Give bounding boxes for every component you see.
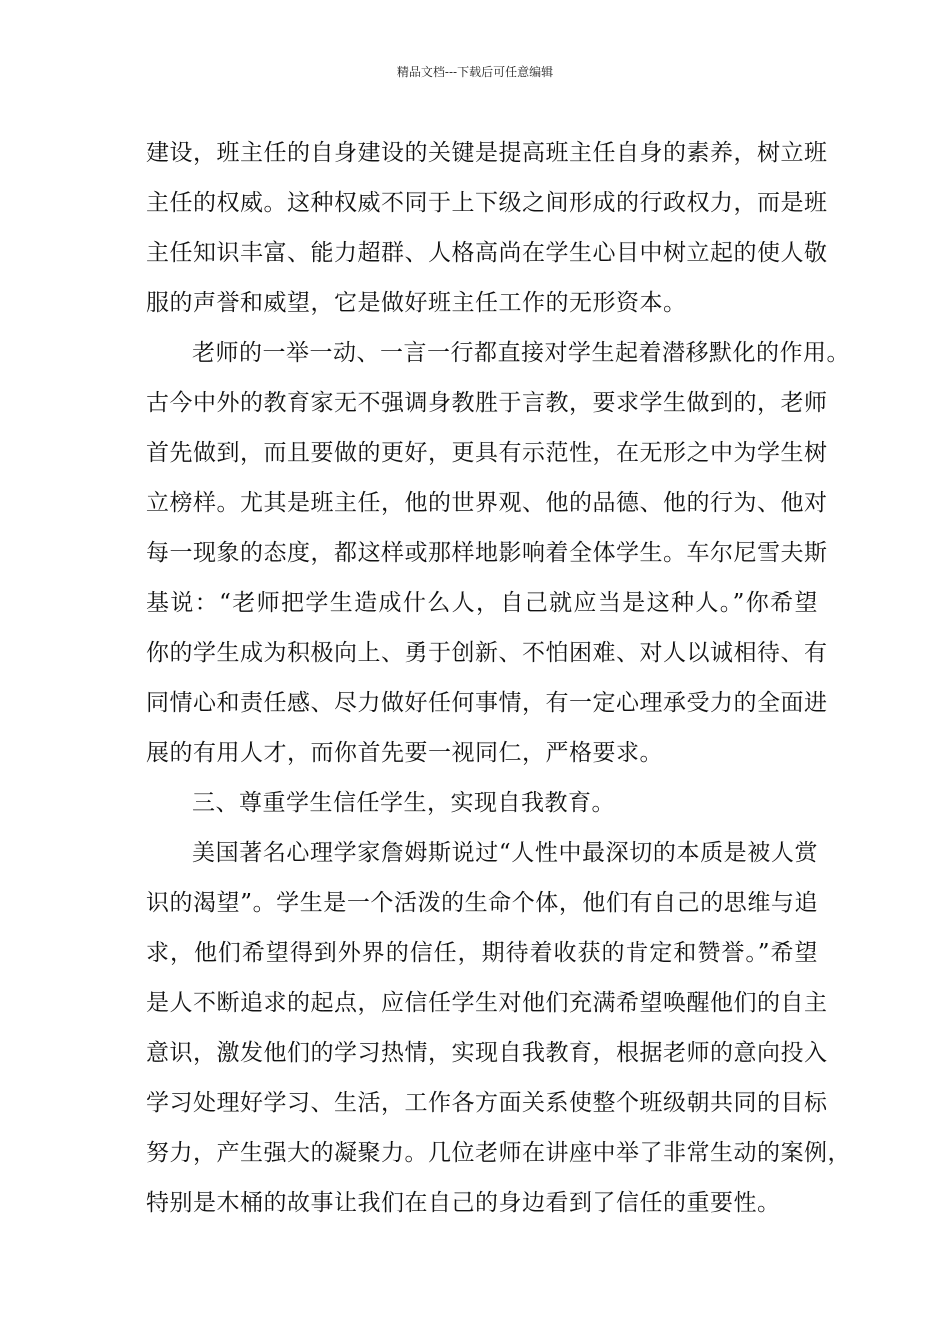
text-line: 你的学生成为积极向上、勇于创新、不怕困难、对人以诚相待、有 [146, 640, 828, 666]
paragraph [146, 328, 850, 778]
text-line: 古今中外的教育家无不强调身教胜于言教，要求学生做到的，老师 [146, 390, 828, 416]
text-line: 求，他们希望得到外界的信任，期待着收获的肯定和赞誉。”希望 [146, 940, 818, 966]
paragraph [146, 128, 828, 328]
text-line: 基说：“老师把学生造成什么人，自己就应当是这种人。”你希望 [146, 590, 818, 616]
text-line: 是人不断追求的起点，应信任学生对他们充满希望唤醒他们的自主 [146, 990, 828, 1016]
text-line: 每一现象的态度，都这样或那样地影响着全体学生。车尔尼雪夫斯 [146, 540, 828, 566]
text-line: 三、尊重学生信任学生，实现自我教育。 [192, 790, 615, 816]
text-line: 意识，激发他们的学习热情，实现自我教育，根据老师的意向投入 [146, 1040, 828, 1066]
text-line: 同情心和责任感、尽力做好任何事情，有一定心理承受力的全面进 [146, 690, 828, 716]
text-line: 老师的一举一动、一言一行都直接对学生起着潜移默化的作用。 [192, 340, 850, 366]
page-header: 精品文档---下载后可任意编辑 [396, 65, 554, 79]
text-line: 主任的权威。这种权威不同于上下级之间形成的行政权力，而是班 [146, 190, 828, 216]
text-line: 展的有用人才，而你首先要一视同仁，严格要求。 [146, 740, 663, 766]
document-body [146, 128, 851, 1228]
text-line: 服的声誉和威望，它是做好班主任工作的无形资本。 [146, 290, 687, 316]
text-line: 首先做到，而且要做的更好，更具有示范性，在无形之中为学生树 [146, 440, 828, 466]
text-line: 主任知识丰富、能力超群、人格高尚在学生心目中树立起的使人敬 [146, 240, 828, 266]
text-line: 建设，班主任的自身建设的关键是提高班主任自身的素养，树立班 [146, 140, 828, 166]
text-line: 立榜样。尤其是班主任，他的世界观、他的品德、他的行为、他对 [146, 490, 828, 516]
text-line: 识的渴望”。学生是一个活泼的生命个体，他们有自己的思维与追 [146, 890, 818, 916]
text-line: 学习处理好学习、生活，工作各方面关系使整个班级朝共同的目标 [146, 1090, 828, 1116]
paragraph [146, 778, 818, 828]
paragraph [146, 828, 851, 1228]
text-line: 特别是木桶的故事让我们在自己的身边看到了信任的重要性。 [146, 1190, 781, 1216]
text-line: 美国著名心理学家詹姆斯说过“人性中最深切的本质是被人赏 [192, 840, 818, 866]
text-line: 努力，产生强大的凝聚力。几位老师在讲座中举了非常生动的案例， [146, 1140, 851, 1166]
